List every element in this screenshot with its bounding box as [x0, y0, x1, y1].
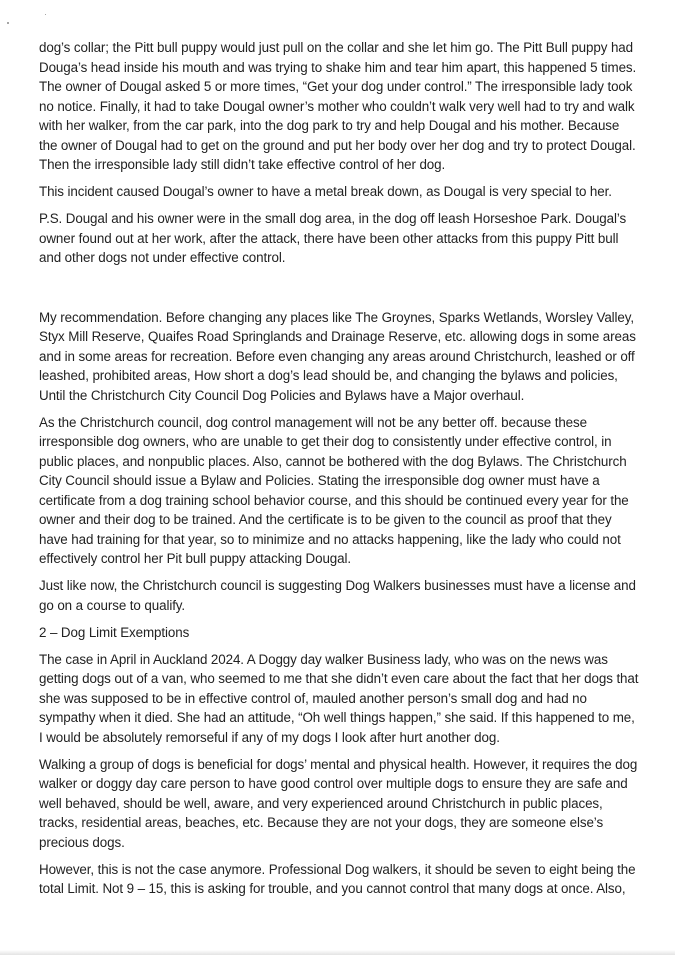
section-heading-dog-limit: 2 – Dog Limit Exemptions [39, 624, 190, 640]
scan-speck [7, 22, 9, 24]
paragraph-postscript: P.S. Dougal and his owner were in the small dog area, in the dog off leash Horseshoe Park. Dougal’s owner found out at her work, after the attack, there have been other attacks from this puppy Pitt bull and other dogs not under effective control. [39, 211, 627, 265]
scan-speck [45, 14, 46, 15]
paragraph-council-bylaw: As the Christchurch council, dog control management will not be any better off. because these irresponsible dog owners, who are unable to get their dog to consistently under effective control, in public places, and nonpublic places. Also, cannot be bothered with the dog Bylaws. The Christchurch City Council should issue a Bylaw and Policies. Stating the irresponsible dog owner must have a certificate from a dog training school behavior course, and this should be continued every year for the owner and their dog to be trained. And the certificate is to be given to the council as proof that they have had training for that year, so to minimize and no attacks happening, like the lady who could not effectively control her Pit bull puppy attacking Dougal. [39, 414, 629, 566]
paragraph-walker-limit: However, this is not the case anymore. Professional Dog walkers, it should be seven to eight being the total Limit. Not 9 – 15, this is asking for trouble, and you cannot control that many dogs at once. Also, [39, 861, 636, 896]
page-bottom-edge [0, 950, 675, 955]
paragraph-auckland-case: The case in April in Auckland 2024. A Doggy day walker Business lady, who was on the news was getting dogs out of a van, who seemed to me that she didn’t even care about the fact that her dogs that she was supposed to be in effective control of, mauled another person’s small dog and had no sympathy when it died. She had an attitude, “Oh well things happen,” she said. If this happened to me, I would be absolutely remorseful if any of my dogs I look after hurt another dog. [39, 651, 639, 745]
paragraph-attack-description: dog’s collar; the Pitt bull puppy would just pull on the collar and she let him go. The Pitt Bull puppy had Douga’s head inside his mouth and was trying to shake him and tear him apart, this happened 5 times. The owner of Dougal asked 5 or more times, “Get your dog under control.” The irresponsible lady took no notice. Finally, it had to take Dougal owner’s mother who couldn’t walk very well had to try and walk with her walker, from the car park, into the dog park to try and help Dougal and his mother. Because the owner of Dougal had to get on the ground and put her body over her dog and try to protect Dougal. Then the irresponsible lady still didn’t take effective control of her dog. [39, 40, 637, 172]
document-body [39, 38, 639, 899]
paragraph-dog-walker-license: Just like now, the Christchurch council is suggesting Dog Walkers businesses must have a license and go on a course to qualify. [39, 578, 636, 613]
paragraph-recommendation: My recommendation. Before changing any places like The Groynes, Sparks Wetlands, Worsley Valley, Styx Mill Reserve, Quaifes Road Springlands and Drainage Reserve, etc. allowing dogs in some areas and in some areas for recreation. Before even changing any areas around Christchurch, leashed or off leashed, prohibited areas, How short a dog’s lead should be, and changing the bylaws and policies, Until the Christchurch City Council Dog Policies and Bylaws have a Major overhaul. [39, 309, 636, 403]
paragraph-incident-effect: This incident caused Dougal’s owner to have a metal break down, as Dougal is very special to her. [39, 184, 612, 199]
paragraph-group-walking: Walking a group of dogs is beneficial for dogs’ mental and physical health. However, it requires the dog walker or doggy day care person to have good control over multiple dogs to ensure they are safe and well behaved, should be well, aware, and very experienced around Christchurch in public places, tracks, residential areas, beaches, etc. Because they are not your dogs, they are someone else’s precious dogs. [39, 756, 638, 850]
